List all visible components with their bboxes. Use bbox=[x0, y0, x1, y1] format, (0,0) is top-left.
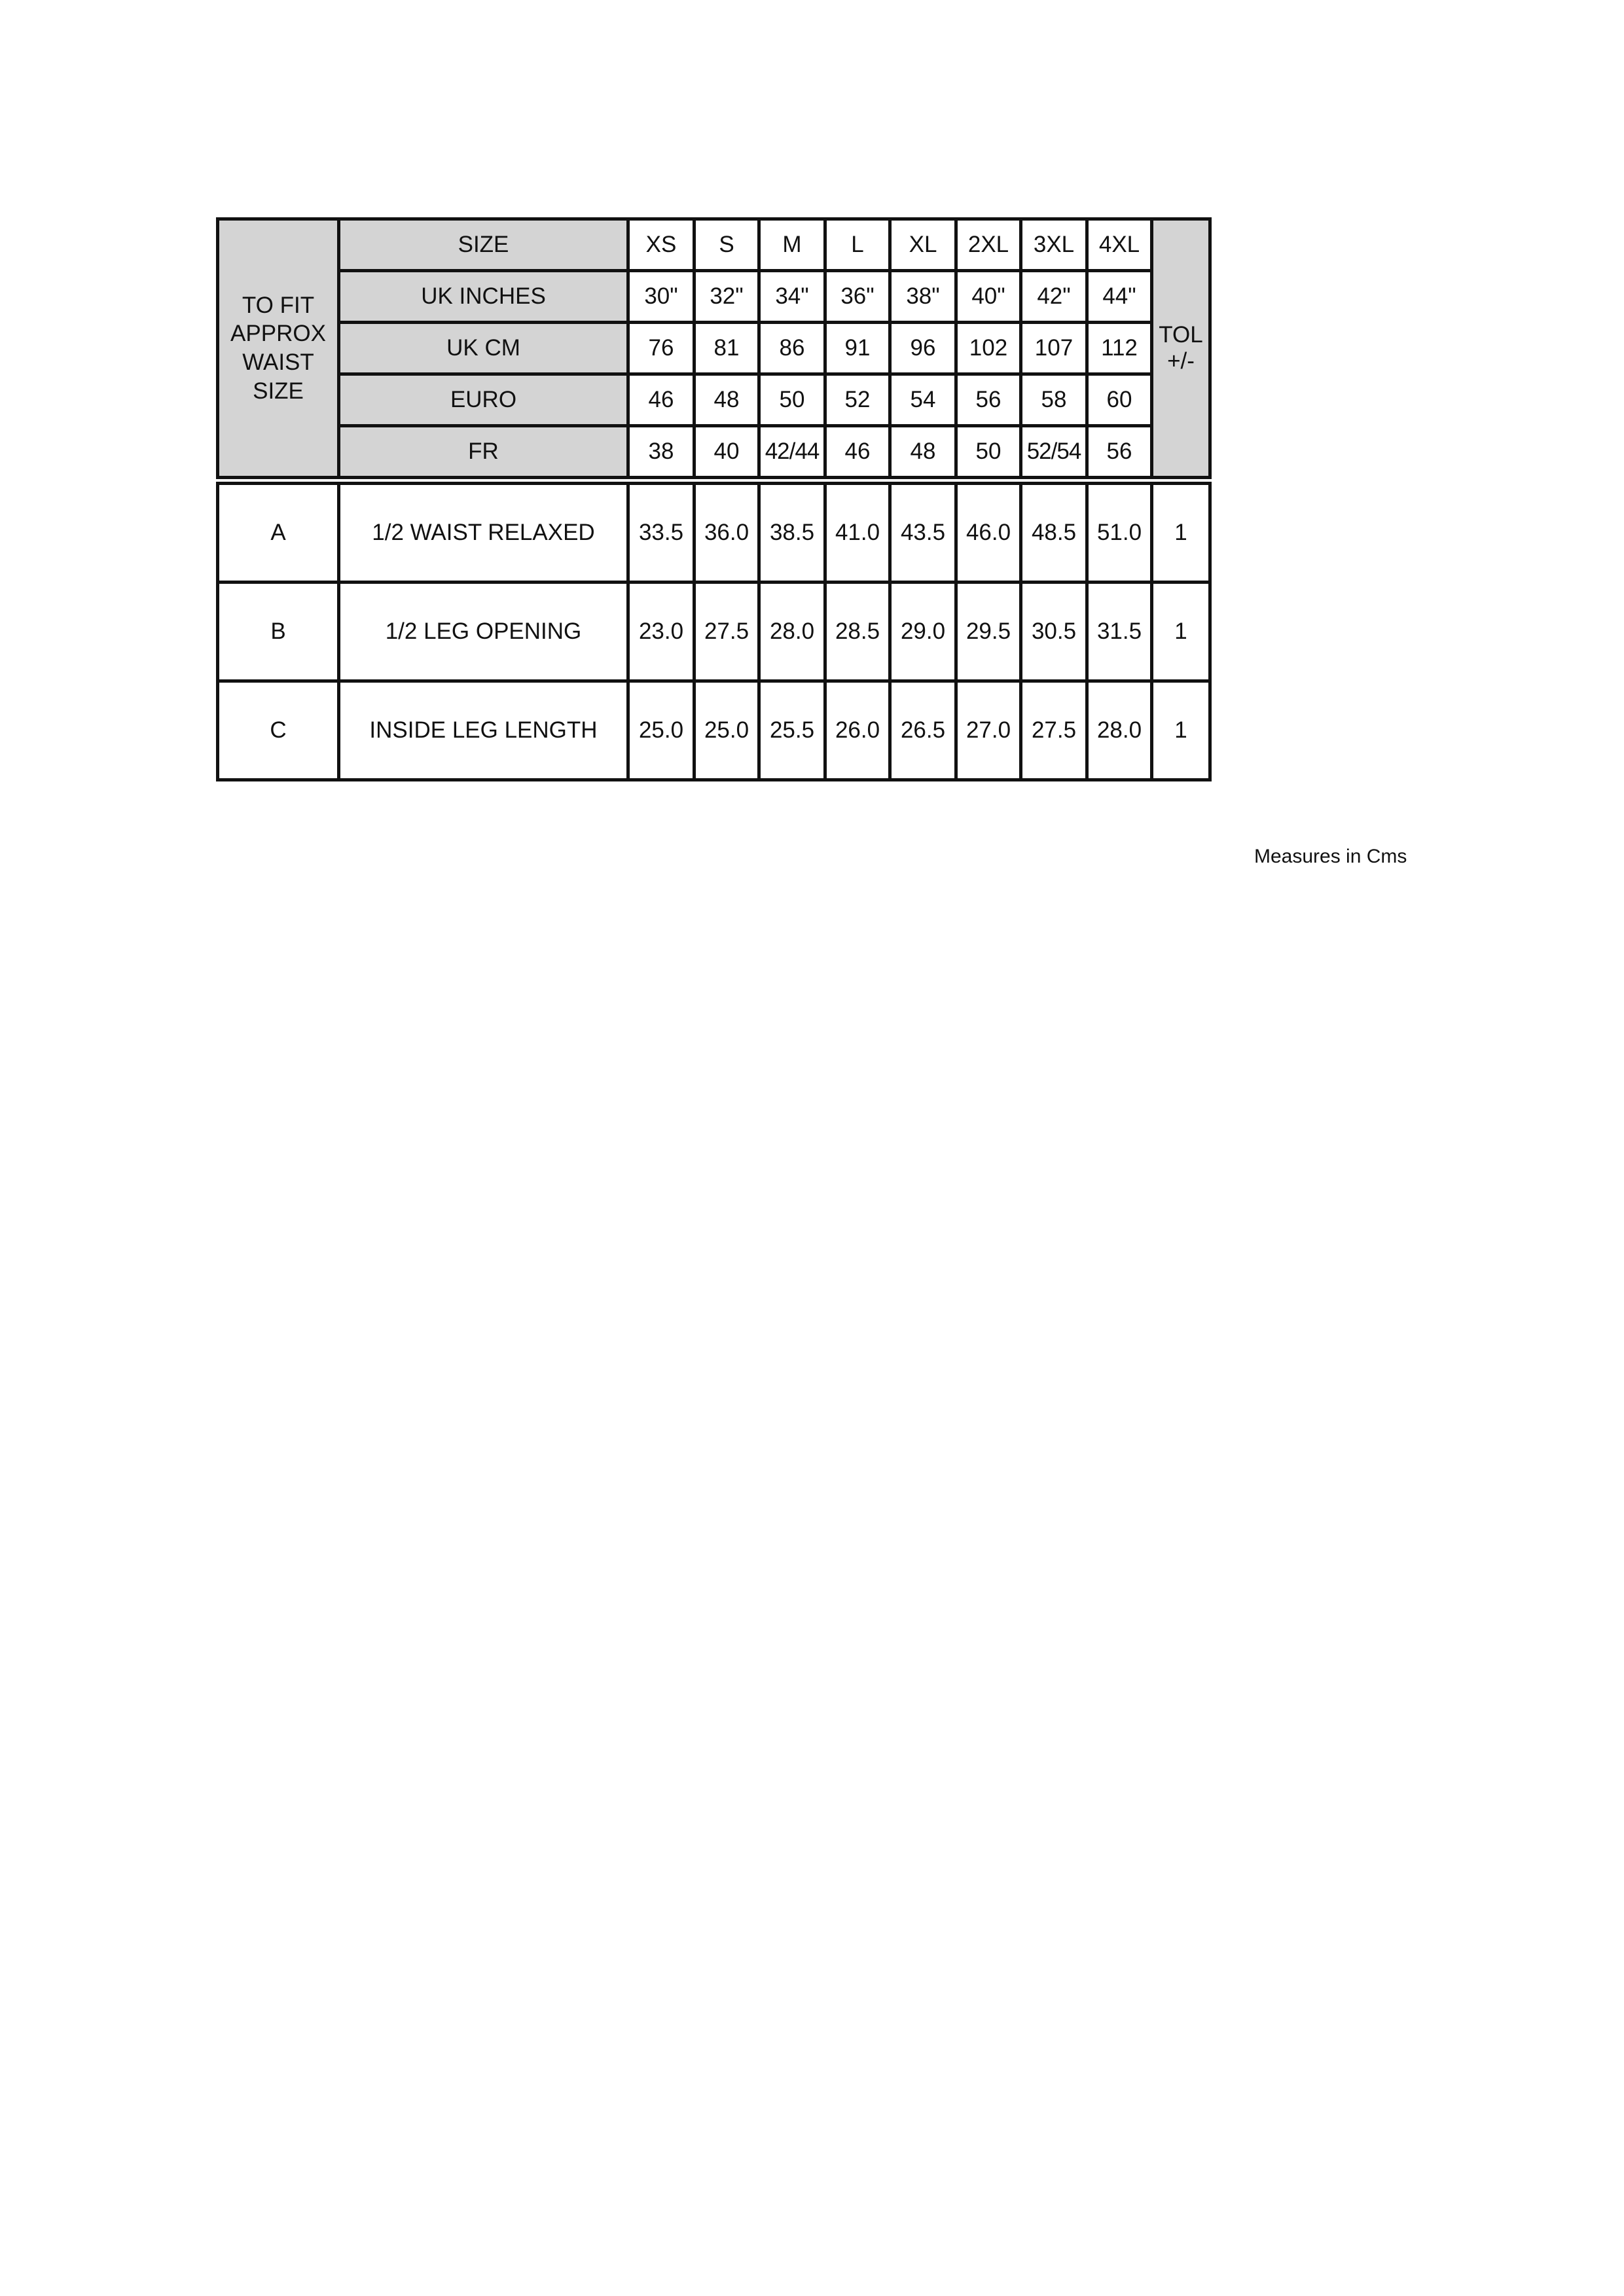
tolerance-value: 1 bbox=[1152, 681, 1210, 780]
tolerance-label: TOL +/- bbox=[1152, 219, 1210, 481]
size-cell: 4XL bbox=[1087, 219, 1152, 271]
uk-inches-cell: 40" bbox=[956, 271, 1021, 323]
size-cell: M bbox=[759, 219, 825, 271]
uk-cm-cell: 86 bbox=[759, 323, 825, 374]
tolerance-value: 1 bbox=[1152, 480, 1210, 583]
measurement-value: 48.5 bbox=[1021, 480, 1087, 583]
size-cell: 3XL bbox=[1021, 219, 1087, 271]
uk-inches-cell: 42" bbox=[1021, 271, 1087, 323]
measurement-value: 27.0 bbox=[956, 681, 1021, 780]
measurement-value: 28.0 bbox=[759, 583, 825, 681]
fr-row bbox=[218, 426, 1210, 481]
fr-cell: 48 bbox=[890, 426, 956, 481]
measurement-row-b bbox=[218, 583, 1210, 681]
measurement-value: 29.0 bbox=[890, 583, 956, 681]
measurement-value: 26.5 bbox=[890, 681, 956, 780]
size-row bbox=[218, 219, 1210, 271]
fr-cell: 40 bbox=[695, 426, 759, 481]
units-note: Measures in Cms bbox=[1254, 846, 1407, 867]
euro-cell: 48 bbox=[695, 374, 759, 426]
measurement-row-a bbox=[218, 480, 1210, 583]
euro-cell: 52 bbox=[825, 374, 890, 426]
size-cell: XS bbox=[628, 219, 695, 271]
header-label: EURO bbox=[339, 374, 628, 426]
measurement-value: 43.5 bbox=[890, 480, 956, 583]
measurement-value: 25.5 bbox=[759, 681, 825, 780]
uk-cm-cell: 107 bbox=[1021, 323, 1087, 374]
measurement-label: 1/2 LEG OPENING bbox=[339, 583, 628, 681]
fr-cell: 38 bbox=[628, 426, 695, 481]
uk-cm-cell: 112 bbox=[1087, 323, 1152, 374]
measurement-value: 26.0 bbox=[825, 681, 890, 780]
header-label: UK CM bbox=[339, 323, 628, 374]
fit-waist-label: TO FIT APPROX WAIST SIZE bbox=[218, 219, 339, 481]
measurement-label: 1/2 WAIST RELAXED bbox=[339, 480, 628, 583]
euro-cell: 54 bbox=[890, 374, 956, 426]
measurement-value: 41.0 bbox=[825, 480, 890, 583]
measurement-value: 28.0 bbox=[1087, 681, 1152, 780]
euro-row bbox=[218, 374, 1210, 426]
measurement-value: 38.5 bbox=[759, 480, 825, 583]
euro-cell: 60 bbox=[1087, 374, 1152, 426]
fr-cell: 56 bbox=[1087, 426, 1152, 481]
fr-cell: 46 bbox=[825, 426, 890, 481]
uk-cm-cell: 96 bbox=[890, 323, 956, 374]
measurement-value: 36.0 bbox=[695, 480, 759, 583]
uk-inches-cell: 38" bbox=[890, 271, 956, 323]
euro-cell: 56 bbox=[956, 374, 1021, 426]
uk-inches-cell: 30" bbox=[628, 271, 695, 323]
header-label: SIZE bbox=[339, 219, 628, 271]
measurement-value: 25.0 bbox=[628, 681, 695, 780]
measurement-value: 23.0 bbox=[628, 583, 695, 681]
measurement-value: 30.5 bbox=[1021, 583, 1087, 681]
euro-cell: 50 bbox=[759, 374, 825, 426]
uk-cm-cell: 81 bbox=[695, 323, 759, 374]
measurement-row-c bbox=[218, 681, 1210, 780]
fr-cell: 50 bbox=[956, 426, 1021, 481]
header-label: UK INCHES bbox=[339, 271, 628, 323]
uk-inches-cell: 36" bbox=[825, 271, 890, 323]
uk-cm-cell: 76 bbox=[628, 323, 695, 374]
fr-cell: 42/44 bbox=[759, 426, 825, 481]
measurement-value: 28.5 bbox=[825, 583, 890, 681]
measurement-value: 31.5 bbox=[1087, 583, 1152, 681]
measurement-value: 46.0 bbox=[956, 480, 1021, 583]
measurement-code: B bbox=[218, 583, 339, 681]
uk-inches-row bbox=[218, 271, 1210, 323]
measurement-value: 33.5 bbox=[628, 480, 695, 583]
uk-cm-cell: 102 bbox=[956, 323, 1021, 374]
measurement-value: 27.5 bbox=[695, 583, 759, 681]
measurement-value: 27.5 bbox=[1021, 681, 1087, 780]
size-cell: L bbox=[825, 219, 890, 271]
tolerance-value: 1 bbox=[1152, 583, 1210, 681]
size-cell: 2XL bbox=[956, 219, 1021, 271]
euro-cell: 46 bbox=[628, 374, 695, 426]
size-chart-table bbox=[216, 217, 1212, 781]
measurement-value: 51.0 bbox=[1087, 480, 1152, 583]
measurement-code: C bbox=[218, 681, 339, 780]
uk-cm-cell: 91 bbox=[825, 323, 890, 374]
uk-inches-cell: 34" bbox=[759, 271, 825, 323]
uk-cm-row bbox=[218, 323, 1210, 374]
euro-cell: 58 bbox=[1021, 374, 1087, 426]
size-cell: S bbox=[695, 219, 759, 271]
uk-inches-cell: 32" bbox=[695, 271, 759, 323]
measurement-value: 29.5 bbox=[956, 583, 1021, 681]
uk-inches-cell: 44" bbox=[1087, 271, 1152, 323]
fr-cell: 52/54 bbox=[1021, 426, 1087, 481]
measurement-code: A bbox=[218, 480, 339, 583]
size-cell: XL bbox=[890, 219, 956, 271]
header-label: FR bbox=[339, 426, 628, 481]
measurement-label: INSIDE LEG LENGTH bbox=[339, 681, 628, 780]
measurement-value: 25.0 bbox=[695, 681, 759, 780]
